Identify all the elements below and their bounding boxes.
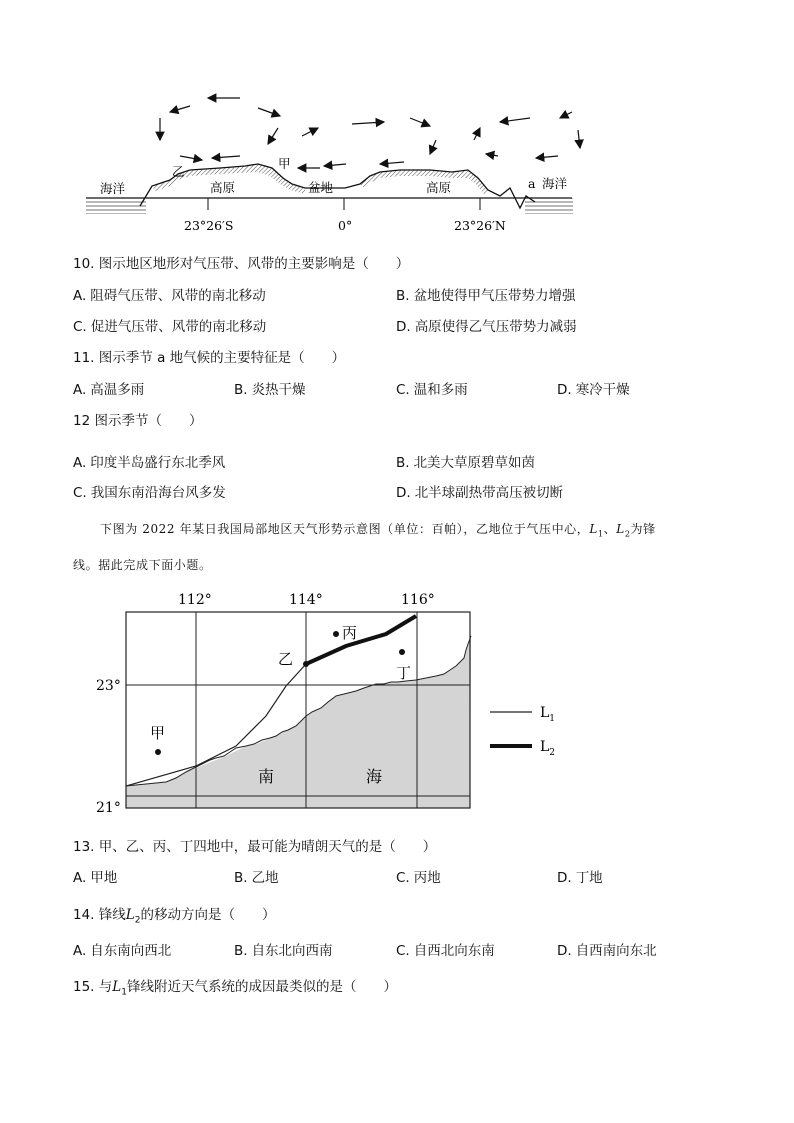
label-basin: 盆地 bbox=[308, 180, 334, 195]
option-14d[interactable] bbox=[557, 942, 657, 960]
jia-dot bbox=[155, 749, 161, 755]
option-10a[interactable] bbox=[73, 287, 266, 305]
option-letter: A. bbox=[73, 382, 87, 398]
option-text: 丁地 bbox=[575, 870, 603, 886]
front-subscript: 2 bbox=[134, 915, 141, 926]
question-number: 11. bbox=[73, 350, 95, 366]
option-12a[interactable] bbox=[73, 454, 225, 472]
label-jia: 甲 bbox=[278, 156, 291, 171]
front-symbol: L bbox=[112, 979, 122, 995]
question-11-stem bbox=[73, 349, 345, 367]
lat-21: 21° bbox=[96, 800, 121, 816]
map-legend bbox=[488, 700, 568, 760]
place-nan: 南 bbox=[258, 767, 275, 786]
label-a: a bbox=[528, 176, 536, 191]
question-text: 锋线 bbox=[98, 907, 126, 923]
pressure-belt-diagram bbox=[80, 88, 580, 238]
question-text: 与 bbox=[98, 979, 113, 995]
option-12b[interactable] bbox=[396, 454, 535, 472]
option-letter: B. bbox=[234, 943, 248, 959]
option-text: 高原使得乙气压带势力减弱 bbox=[414, 319, 577, 335]
lon-114: 114° bbox=[289, 592, 323, 608]
option-text: 乙地 bbox=[251, 870, 279, 886]
circulation-cell-left bbox=[160, 98, 280, 160]
option-11b[interactable] bbox=[234, 381, 306, 399]
legend-l2-label: $L_2$ bbox=[540, 739, 556, 758]
question-14-stem bbox=[73, 906, 275, 930]
sea-left bbox=[86, 198, 146, 214]
option-text: 炎热干燥 bbox=[251, 382, 306, 398]
intro-text-end: 为锋 bbox=[630, 522, 656, 536]
question-10-stem bbox=[73, 255, 409, 273]
option-text: 北美大草原碧草如茵 bbox=[413, 455, 536, 471]
option-letter: C. bbox=[396, 943, 410, 959]
option-text: 自西北向东南 bbox=[413, 943, 495, 959]
place-yi: 乙 bbox=[278, 650, 294, 668]
label-lat-0: 0° bbox=[338, 218, 353, 233]
question-number: 10. bbox=[73, 256, 95, 272]
label-plateau-left: 高原 bbox=[210, 180, 236, 195]
sea-area bbox=[126, 636, 471, 808]
yi-dot bbox=[303, 661, 309, 667]
option-14b[interactable] bbox=[234, 942, 333, 960]
question-12-stem bbox=[73, 412, 202, 430]
option-text: 印度半岛盛行东北季风 bbox=[90, 455, 226, 471]
option-11a[interactable] bbox=[73, 381, 144, 399]
option-letter: C. bbox=[73, 485, 87, 501]
option-text: 寒冷干燥 bbox=[575, 382, 630, 398]
question-15-stem bbox=[73, 978, 397, 1002]
l2-subscript: 2 bbox=[624, 529, 631, 539]
label-ocean-left: 海洋 bbox=[100, 181, 126, 196]
option-10c[interactable] bbox=[73, 318, 266, 336]
label-lat-23s: 23°26′S bbox=[184, 218, 234, 233]
ding-dot bbox=[399, 649, 405, 655]
option-13c[interactable] bbox=[396, 869, 441, 887]
question-text-end: 的移动方向是（ ） bbox=[140, 907, 276, 923]
option-letter: B. bbox=[396, 455, 410, 471]
option-text: 阻碍气压带、风带的南北移动 bbox=[90, 288, 266, 304]
option-letter: C. bbox=[396, 870, 410, 886]
option-letter: A. bbox=[73, 870, 87, 886]
option-13d[interactable] bbox=[557, 869, 603, 887]
question-number: 14. bbox=[73, 907, 95, 923]
option-text: 甲地 bbox=[90, 870, 118, 886]
terrain-hatch-right bbox=[360, 170, 488, 194]
intro-text: 线。据此完成下面小题。 bbox=[73, 558, 212, 572]
l2-symbol: L bbox=[616, 522, 625, 536]
intro-line-1 bbox=[100, 520, 656, 543]
option-text: 丙地 bbox=[413, 870, 441, 886]
option-11d[interactable] bbox=[557, 381, 630, 399]
question-text: 甲、乙、丙、丁四地中，最可能为晴朗天气的是（ ） bbox=[98, 839, 437, 855]
separator: 、 bbox=[603, 522, 617, 536]
option-letter: D. bbox=[557, 943, 572, 959]
option-14a[interactable] bbox=[73, 942, 171, 960]
question-text: 图示季节（ ） bbox=[94, 413, 203, 429]
option-letter: D. bbox=[396, 485, 411, 501]
front-subscript: 1 bbox=[121, 987, 127, 998]
option-letter: D. bbox=[396, 319, 411, 335]
lon-116: 116° bbox=[401, 592, 435, 608]
option-10d[interactable] bbox=[396, 318, 577, 336]
circulation-cell-middle bbox=[298, 118, 436, 168]
option-text: 自东北向西南 bbox=[251, 943, 333, 959]
label-ocean-right: 海洋 bbox=[542, 176, 568, 191]
option-letter: D. bbox=[557, 382, 572, 398]
l1-subscript: 1 bbox=[597, 529, 604, 539]
option-letter: B. bbox=[234, 870, 248, 886]
option-letter: D. bbox=[557, 870, 572, 886]
label-yi: 乙 bbox=[172, 164, 185, 179]
question-13-stem bbox=[73, 838, 436, 856]
label-plateau-right: 高原 bbox=[426, 180, 452, 195]
option-12c[interactable] bbox=[73, 484, 226, 502]
option-text: 自西南向东北 bbox=[575, 943, 657, 959]
option-letter: B. bbox=[396, 288, 410, 304]
option-letter: B. bbox=[234, 382, 248, 398]
question-text: 图示季节 a 地气候的主要特征是（ ） bbox=[98, 350, 346, 366]
option-11c[interactable] bbox=[396, 381, 468, 399]
option-letter: A. bbox=[73, 455, 87, 471]
option-letter: C. bbox=[73, 319, 87, 335]
lat-23: 23° bbox=[96, 678, 121, 694]
l1-symbol: L bbox=[589, 522, 598, 536]
legend-l1-label: $L_1$ bbox=[540, 705, 556, 724]
option-14c[interactable] bbox=[396, 942, 495, 960]
question-number: 15. bbox=[73, 979, 95, 995]
question-number: 12 bbox=[73, 413, 91, 429]
place-hai: 海 bbox=[366, 767, 383, 786]
option-12d[interactable] bbox=[396, 484, 563, 502]
question-text-end: 锋线附近天气系统的成因最类似的是（ ） bbox=[126, 979, 397, 995]
place-jia: 甲 bbox=[150, 724, 166, 742]
option-text: 温和多雨 bbox=[413, 382, 468, 398]
lon-112: 112° bbox=[178, 592, 212, 608]
option-letter: C. bbox=[396, 382, 410, 398]
circulation-cell-right bbox=[474, 112, 580, 158]
front-l2 bbox=[306, 616, 416, 664]
bing-dot bbox=[333, 631, 339, 637]
option-text: 自东南向西北 bbox=[90, 943, 172, 959]
option-letter: A. bbox=[73, 288, 87, 304]
option-13a[interactable] bbox=[73, 869, 117, 887]
question-number: 13. bbox=[73, 839, 95, 855]
place-bing: 丙 bbox=[342, 624, 358, 642]
option-text: 盆地使得甲气压带势力增强 bbox=[413, 288, 576, 304]
intro-text: 下图为 2022 年某日我国局部地区天气形势示意图（单位：百帕），乙地位于气压中心， bbox=[100, 522, 590, 536]
option-10b[interactable] bbox=[396, 287, 576, 305]
option-13b[interactable] bbox=[234, 869, 279, 887]
front-symbol: L bbox=[125, 907, 135, 923]
place-ding: 丁 bbox=[396, 664, 412, 682]
label-lat-23n: 23°26′N bbox=[454, 218, 506, 233]
intro-line-2 bbox=[73, 556, 212, 574]
option-text: 高温多雨 bbox=[90, 382, 145, 398]
option-text: 我国东南沿海台风多发 bbox=[90, 485, 226, 501]
option-text: 促进气压带、风带的南北移动 bbox=[90, 319, 267, 335]
option-letter: A. bbox=[73, 943, 87, 959]
option-text: 北半球副热带高压被切断 bbox=[414, 485, 564, 501]
question-text: 图示地区地形对气压带、风带的主要影响是（ ） bbox=[98, 256, 410, 272]
